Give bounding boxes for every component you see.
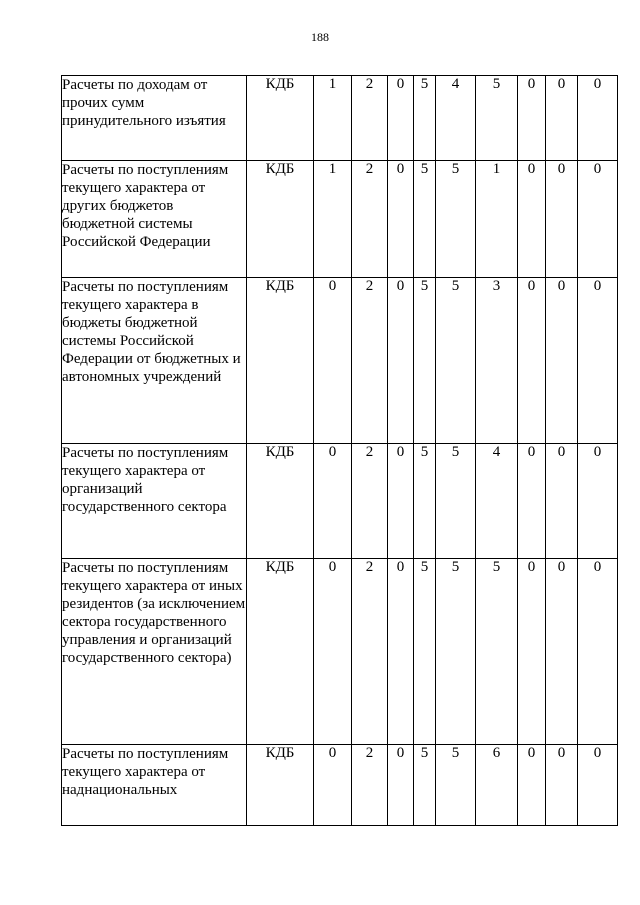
code-digit-cell: 0 [546, 745, 578, 826]
code-digit-cell: 1 [314, 76, 352, 161]
code-digit-cell: 5 [414, 76, 436, 161]
code-digit-cell: 5 [476, 559, 518, 745]
code-digit-cell: 2 [352, 76, 388, 161]
code-digit-cell: 1 [314, 161, 352, 278]
page-number: 188 [311, 30, 329, 44]
table-row [62, 745, 618, 826]
account-name-cell: Расчеты по поступлениям текущего характера от организаций государственного сектора [62, 444, 247, 559]
account-name-cell: Расчеты по поступлениям текущего характера от иных резидентов (за исключением сектора государственного управления и организаций государственного сектора) [62, 559, 247, 745]
account-name-cell: Расчеты по доходам от прочих сумм принудительного изъятия [62, 76, 247, 161]
code-digit-cell: 0 [314, 444, 352, 559]
code-digit-cell: 5 [414, 161, 436, 278]
table-body [62, 76, 618, 826]
table-row [62, 161, 618, 278]
code-digit-cell: 0 [578, 161, 618, 278]
account-name-cell: Расчеты по поступлениям текущего характера от других бюджетов бюджетной системы Российской Федерации [62, 161, 247, 278]
code-digit-cell: 0 [388, 444, 414, 559]
code-digit-cell: 6 [476, 745, 518, 826]
code-digit-cell: 0 [388, 745, 414, 826]
account-name-cell: Расчеты по поступлениям текущего характера от наднациональных [62, 745, 247, 826]
code-digit-cell: 0 [578, 559, 618, 745]
code-digit-cell: 5 [436, 745, 476, 826]
budget-code-type-cell: КДБ [247, 278, 314, 444]
code-digit-cell: 2 [352, 559, 388, 745]
code-digit-cell: 1 [476, 161, 518, 278]
code-digit-cell: 0 [314, 278, 352, 444]
code-digit-cell: 5 [436, 278, 476, 444]
code-digit-cell: 5 [436, 444, 476, 559]
table-row [62, 278, 618, 444]
code-digit-cell: 0 [388, 161, 414, 278]
code-digit-cell: 0 [546, 278, 578, 444]
code-digit-cell: 5 [436, 559, 476, 745]
code-digit-cell: 0 [546, 161, 578, 278]
code-digit-cell: 0 [518, 444, 546, 559]
code-digit-cell: 5 [414, 745, 436, 826]
code-digit-cell: 2 [352, 161, 388, 278]
code-digit-cell: 0 [314, 745, 352, 826]
table-row [62, 559, 618, 745]
code-digit-cell: 0 [518, 559, 546, 745]
code-digit-cell: 0 [314, 559, 352, 745]
code-digit-cell: 0 [546, 76, 578, 161]
code-digit-cell: 2 [352, 278, 388, 444]
accounts-table [61, 75, 618, 826]
account-name-cell: Расчеты по поступлениям текущего характера в бюджеты бюджетной системы Российской Федерации от бюджетных и автономных учреждений [62, 278, 247, 444]
code-digit-cell: 0 [518, 161, 546, 278]
budget-code-type-cell: КДБ [247, 559, 314, 745]
code-digit-cell: 5 [414, 444, 436, 559]
code-digit-cell: 0 [388, 559, 414, 745]
code-digit-cell: 0 [578, 444, 618, 559]
budget-code-type-cell: КДБ [247, 161, 314, 278]
code-digit-cell: 2 [352, 745, 388, 826]
code-digit-cell: 5 [414, 559, 436, 745]
budget-code-type-cell: КДБ [247, 745, 314, 826]
table-row [62, 76, 618, 161]
code-digit-cell: 2 [352, 444, 388, 559]
code-digit-cell: 3 [476, 278, 518, 444]
budget-code-type-cell: КДБ [247, 76, 314, 161]
code-digit-cell: 5 [414, 278, 436, 444]
code-digit-cell: 0 [578, 76, 618, 161]
code-digit-cell: 0 [546, 444, 578, 559]
budget-code-type-cell: КДБ [247, 444, 314, 559]
table-row [62, 444, 618, 559]
code-digit-cell: 0 [518, 278, 546, 444]
code-digit-cell: 0 [546, 559, 578, 745]
code-digit-cell: 0 [518, 745, 546, 826]
code-digit-cell: 0 [518, 76, 546, 161]
code-digit-cell: 0 [578, 278, 618, 444]
code-digit-cell: 0 [578, 745, 618, 826]
code-digit-cell: 5 [476, 76, 518, 161]
code-digit-cell: 0 [388, 278, 414, 444]
code-digit-cell: 5 [436, 161, 476, 278]
code-digit-cell: 4 [436, 76, 476, 161]
code-digit-cell: 4 [476, 444, 518, 559]
code-digit-cell: 0 [388, 76, 414, 161]
